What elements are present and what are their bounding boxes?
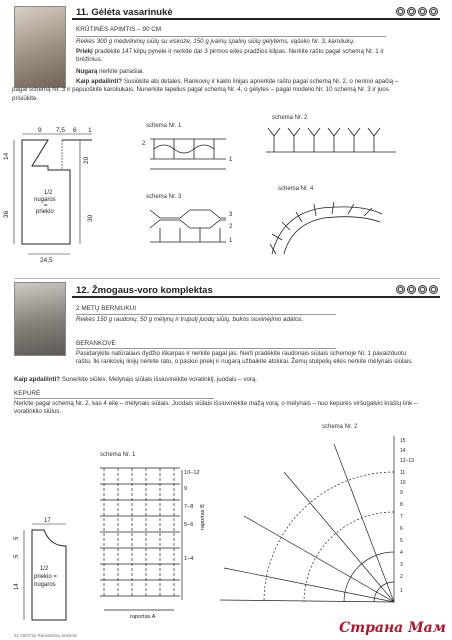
poncho-text: Pasidarykite natūralaus dydžio iškarpas ir nerkite pagal jas. Nerti pradėkite raudonais siūlais schemoje Nr. 1 pavaizduotu raštu. Iki rankovių linijų nerkite ratu, o paskui priekį ir nugarą užbaikite atskirai. Žemų stulpelių eilės nerkite mėlynais siūlais. — [76, 350, 414, 366]
dim-label: 20 — [83, 156, 90, 164]
schema4-leaf-diagram — [262, 194, 402, 264]
row-number: 1 — [400, 588, 403, 594]
schema3-label: schema Nr. 3 — [146, 194, 182, 200]
yarn-ball-icon — [418, 7, 427, 16]
rapport-label: raportas B — [200, 504, 206, 530]
row-number: 3 — [400, 562, 403, 568]
yarn-ball-icon — [418, 285, 427, 294]
dim-label: 9 — [38, 127, 42, 134]
row-number: 1 — [229, 238, 233, 244]
divider — [76, 314, 336, 315]
row-number: 8 — [400, 502, 403, 508]
row-number: 3 — [229, 212, 233, 218]
section1-size: KRŪTINĖS APIMTIS – 90 CM — [76, 26, 162, 33]
row-number: 15 — [400, 438, 406, 444]
section-divider — [14, 278, 440, 279]
row-number: 11 — [400, 470, 406, 476]
schema2-label: schema Nr. 2 — [272, 115, 308, 121]
section1-title: 11. Gėlėta vasarinukė — [76, 7, 173, 18]
section1-back: Nugarą nerkite panašiai. — [76, 68, 145, 75]
row-number: 10 — [400, 480, 406, 486]
row-number: 7–8 — [184, 504, 194, 510]
dim-label: 5 — [14, 554, 20, 558]
row-number: 5 — [400, 538, 403, 544]
schema1-diagram — [140, 131, 240, 181]
difficulty-icons — [396, 7, 438, 16]
dim-label: priekio = — [34, 574, 57, 580]
garment-outline-top — [0, 120, 130, 270]
row-number: 6 — [400, 526, 403, 532]
dim-label: 14 — [14, 583, 20, 590]
divider — [76, 36, 386, 37]
yarn-ball-icon — [407, 7, 416, 16]
dim-label: 6 — [73, 127, 77, 134]
section2-finish: Kaip apdailinti? Sunerkite siūles. Mėlynais siūlais išsiuvinėkite voratinklį, juodais – vorą. — [14, 376, 258, 383]
dim-label: 1/2 — [44, 190, 53, 196]
dim-label: 17 — [44, 518, 51, 524]
schema1b-label: schema Nr. 1 — [100, 452, 136, 458]
section2-age: 2 METŲ BERNIUKUI — [76, 305, 137, 312]
model-photo-top — [14, 6, 66, 88]
schema1b-diagram — [94, 460, 214, 620]
dim-label: priekio — [36, 209, 54, 215]
dim-label: 36 — [3, 210, 10, 218]
hat-schema-fan — [214, 432, 444, 617]
dim-label: 1 — [88, 127, 92, 134]
yarn-ball-icon — [396, 285, 405, 294]
dim-label: 1/2 — [40, 566, 49, 572]
dim-label: 24,5 — [40, 257, 53, 264]
poncho-heading: BERANKOVĖ — [76, 340, 116, 347]
section1-front: Priekį pradėkite 147 kilpų pynele ir nerkite dar 3 pirmos eilės pradžios kilpas. Nerkite raštu pagal schemą Nr. 1 ir brėžinius. — [76, 48, 384, 64]
row-number: 7 — [400, 514, 403, 520]
yarn-ball-icon — [407, 285, 416, 294]
yarn-ball-icon — [396, 7, 405, 16]
dim-label: 5 — [14, 536, 20, 540]
section2-title: 12. Žmogaus-voro komplektas — [76, 285, 213, 296]
dim-label: nugaros — [34, 197, 56, 203]
row-number: 2 — [400, 574, 403, 580]
section1-materials: Reikės 300 g medvilninių siūlų su viskoze, 150 g įvairių spalvų siūlų gėlytėms, vąšelio Nr. 3, karoliukų. — [76, 38, 355, 45]
divider — [76, 348, 336, 349]
section1-header — [72, 6, 440, 20]
divider — [14, 398, 214, 399]
schema2-diagram — [262, 122, 402, 162]
schema3-diagram — [140, 202, 240, 252]
rapport-label: raportas A — [130, 614, 156, 620]
section2-materials: Reikės 150 g raudonų, 50 g mėlynų ir truputį juodų siūlų, bukos siuvinėjimo adatos. — [76, 316, 304, 323]
row-number: 9 — [400, 490, 403, 496]
row-number: 2 — [229, 224, 233, 230]
hat-text: Nerkite pagal schemą Nr. 2, kas 4 eilę – mėlynais siūlais. Juodais siūlais išsiuvinėkite mažą vorą, o mėlynais – nuo kepurės viršugalvio kraštų link – voratinklio siūlus. — [14, 400, 418, 416]
section1-finish: Kaip apdailinti? Susiūkite abi detales. Rankovių ir kaklo linijas apnerkite raštu pagal schemą Nr. 2, o nerinio apačią – pagal schemą Nr. 3 ir papuoškite karoliukais. Nunerkite lapelius pagal schemą Nr. 4, o gėlytes – pagal modelio Nr. 10 schemą Nr. 3 ir juos prisiūkite. — [12, 78, 399, 102]
page-footer: 32 2007/3s Rankdarbių krašelis — [14, 633, 78, 638]
dim-label: nugaros — [34, 582, 56, 588]
schema4-label: schema Nr. 4 — [278, 186, 314, 192]
section2-header — [72, 284, 440, 298]
row-number: 9 — [184, 486, 188, 492]
yarn-ball-icon — [429, 285, 438, 294]
row-number: 1–4 — [184, 556, 194, 562]
difficulty-icons — [396, 285, 438, 294]
row-number: 5–6 — [184, 522, 194, 528]
row-number: 10–12 — [184, 470, 200, 476]
schema2b-label: schema Nr. 2 — [322, 424, 358, 430]
row-number: 4 — [400, 550, 403, 556]
row-number: 14 — [400, 448, 406, 454]
hat-heading: KEPURĖ — [14, 390, 41, 397]
garment-outline-bottom — [10, 510, 90, 630]
watermark: Страна Мам — [339, 620, 446, 636]
model-photo-bottom — [14, 282, 66, 356]
yarn-ball-icon — [429, 7, 438, 16]
row-number: 12–13 — [400, 458, 414, 464]
dim-label: 30 — [87, 214, 94, 222]
dim-label: 14 — [3, 152, 10, 160]
row-number: 2 — [142, 141, 146, 147]
schema1-label: schema Nr. 1 — [146, 123, 182, 129]
dim-label: 7,5 — [56, 127, 66, 134]
row-number: 1 — [229, 157, 233, 163]
dim-label: = — [44, 203, 48, 209]
